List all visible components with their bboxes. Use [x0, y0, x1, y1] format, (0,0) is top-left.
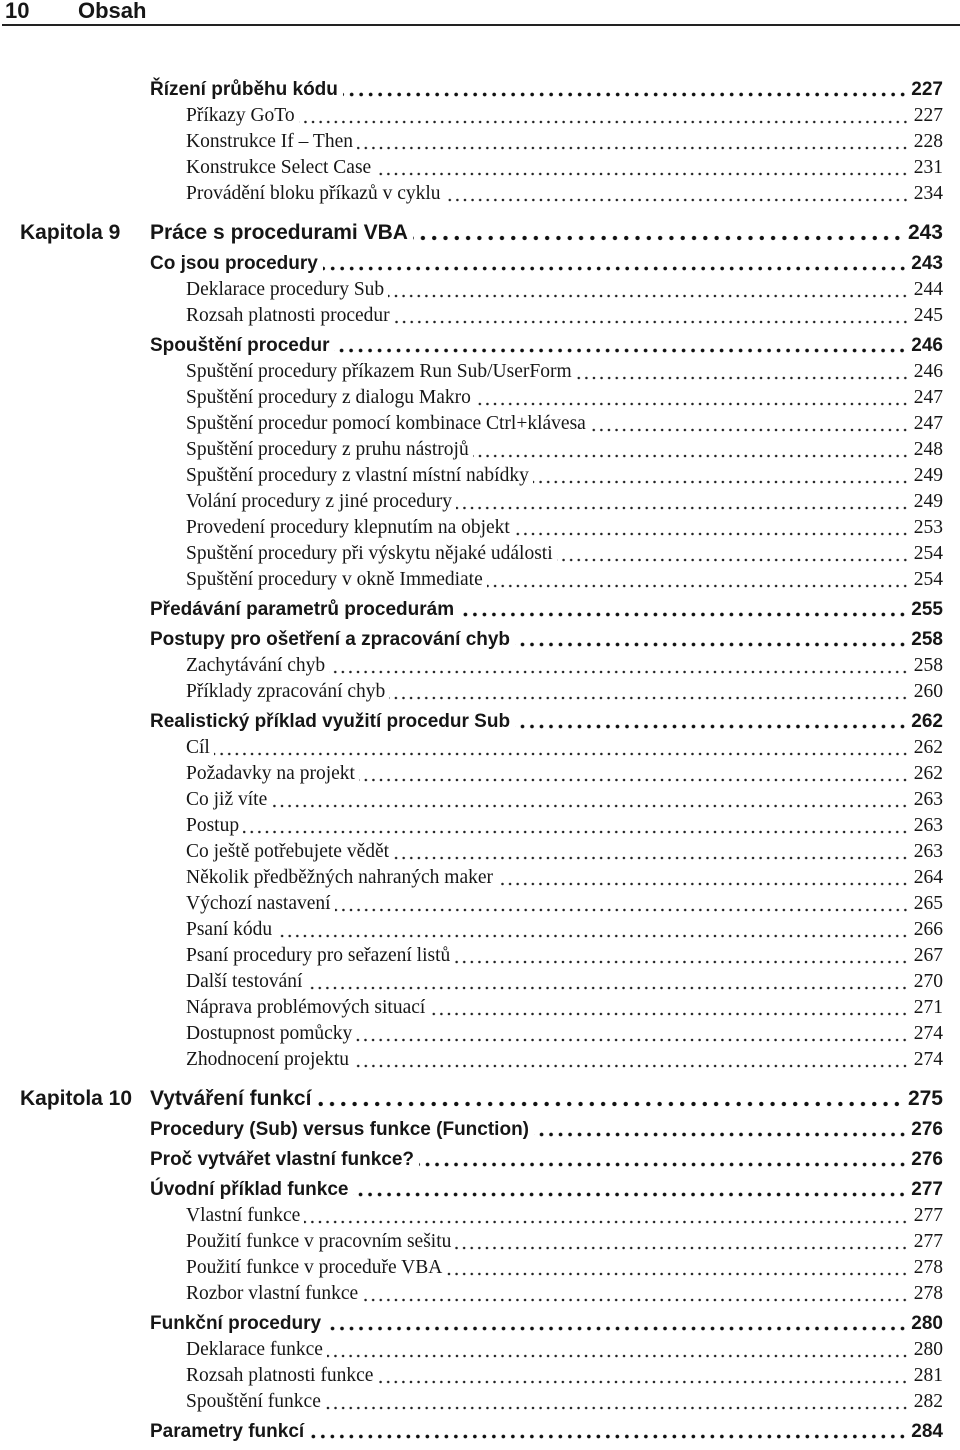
entry-page-number: 249 [913, 491, 943, 512]
toc-subsection-entry [20, 301, 943, 327]
entry-page-number: 246 [913, 361, 943, 382]
dot-leader [487, 584, 909, 588]
entry-title: Deklarace procedury Sub [186, 279, 385, 300]
toc-section-entry [20, 245, 943, 275]
entry-page-number: 262 [913, 737, 943, 758]
entry-title: Úvodní příklad funkce [150, 1179, 349, 1200]
entry-page-number: 265 [913, 893, 943, 914]
entry-page-number: 271 [913, 997, 943, 1018]
dot-leader [214, 752, 909, 756]
toc-subsection-entry [20, 153, 943, 179]
toc-chapter-entry [20, 205, 943, 245]
toc-subsection-entry [20, 863, 943, 889]
entry-page-number: 277 [911, 1179, 943, 1200]
entry-page-number: 280 [913, 1339, 943, 1360]
toc-section-entry [20, 703, 943, 733]
dot-leader [514, 532, 909, 536]
dot-leader [446, 1272, 908, 1276]
entry-page-number: 275 [907, 1087, 943, 1110]
dot-leader [413, 235, 903, 241]
toc-subsection-entry [20, 1387, 943, 1413]
dot-leader [329, 670, 909, 674]
entry-title: Psaní kódu [186, 919, 273, 940]
toc-subsection-entry [20, 357, 943, 383]
toc-section-entry [20, 71, 943, 101]
entry-title: Co ještě potřebujete vědět [186, 841, 390, 862]
entry-page-number: 270 [913, 971, 943, 992]
dot-leader [306, 986, 908, 990]
toc-subsection-entry [20, 993, 943, 1019]
entry-page-number: 284 [911, 1421, 943, 1442]
toc-section-entry [20, 1171, 943, 1201]
toc-chapter-entry [20, 1071, 943, 1111]
entry-page-number: 278 [913, 1257, 943, 1278]
toc-subsection-entry [20, 651, 943, 677]
dot-leader [515, 724, 907, 729]
entry-title: Několik předběžných nahraných maker [186, 867, 493, 888]
entry-title: Spuštění procedury příkazem Run Sub/UserForm [186, 361, 572, 382]
dot-leader [334, 348, 907, 353]
toc-subsection-entry [20, 759, 943, 785]
dot-leader [534, 1132, 907, 1137]
entry-page-number: 243 [911, 253, 943, 274]
dot-leader [343, 92, 907, 97]
entry-page-number: 255 [911, 599, 943, 620]
entry-title: Spuštění procedury z dialogu Makro [186, 387, 471, 408]
entry-page-number: 244 [913, 279, 943, 300]
entry-title: Vytváření funkcí [150, 1087, 312, 1110]
page-header [0, 0, 960, 23]
toc-subsection-entry [20, 1335, 943, 1361]
page-number: 10 [5, 0, 30, 23]
toc-subsection-entry [20, 383, 943, 409]
entry-title: Rozbor vlastní funkce [186, 1283, 359, 1304]
dot-leader [375, 172, 909, 176]
entry-title: Předávání parametrů procedurám [150, 599, 455, 620]
entry-title: Konstrukce Select Case [186, 157, 372, 178]
dot-leader [316, 1101, 903, 1107]
entry-page-number: 278 [913, 1283, 943, 1304]
dot-leader [353, 1192, 907, 1197]
entry-title: Výchozí nastavení [186, 893, 331, 914]
toc-subsection-entry [20, 889, 943, 915]
toc-section-entry [20, 327, 943, 357]
toc-subsection-entry [20, 941, 943, 967]
entry-title: Zachytávání chyb [186, 655, 326, 676]
dot-leader [388, 294, 909, 298]
dot-leader [394, 320, 909, 324]
entry-title: Parametry funkcí [150, 1421, 305, 1442]
toc-section-entry [20, 591, 943, 621]
entry-title: Práce s procedurami VBA [150, 221, 408, 244]
running-title: Obsah [78, 0, 147, 23]
entry-page-number: 246 [911, 335, 943, 356]
entry-title: Náprava problémových situací [186, 997, 426, 1018]
entry-title: Spuštění procedury z vlastní místní nabídky [186, 465, 529, 486]
entry-title: Rozsah platnosti funkce [186, 1365, 374, 1386]
entry-title: Požadavky na projekt [186, 763, 355, 784]
dot-leader [515, 642, 907, 647]
entry-page-number: 276 [911, 1119, 943, 1140]
entry-title: Volání procedury z jiné procedury [186, 491, 453, 512]
dot-leader [356, 1038, 908, 1042]
toc-subsection-entry [20, 275, 943, 301]
dot-leader [459, 612, 907, 617]
entry-title: Proč vytvářet vlastní funkce? [150, 1149, 414, 1170]
entry-title: Postup [186, 815, 240, 836]
entry-page-number: 280 [911, 1313, 943, 1334]
entry-page-number: 263 [913, 841, 943, 862]
toc-section-entry [20, 1305, 943, 1335]
entry-page-number: 276 [911, 1149, 943, 1170]
dot-leader [276, 934, 909, 938]
dot-leader [590, 428, 909, 432]
entry-title: Další testování [186, 971, 303, 992]
entry-title: Psaní procedury pro seřazení listů [186, 945, 451, 966]
entry-page-number: 266 [913, 919, 943, 940]
dot-leader [335, 908, 909, 912]
entry-title: Spuštění procedur pomocí kombinace Ctrl+klávesa [186, 413, 586, 434]
entry-title: Co jsou procedury [150, 253, 318, 274]
dot-leader [455, 1246, 908, 1250]
dot-leader [323, 266, 907, 271]
dot-leader [309, 1434, 907, 1439]
dot-leader [576, 376, 909, 380]
dot-leader [533, 480, 909, 484]
toc-subsection-entry [20, 179, 943, 205]
dot-leader [445, 198, 909, 202]
toc-section-entry [20, 621, 943, 651]
entry-page-number: 260 [913, 681, 943, 702]
dot-leader [271, 804, 909, 808]
entry-page-number: 248 [913, 439, 943, 460]
toc-subsection-entry [20, 1227, 943, 1253]
toc-subsection-entry [20, 1019, 943, 1045]
entry-page-number: 274 [913, 1049, 943, 1070]
entry-page-number: 258 [911, 629, 943, 650]
entry-page-number: 254 [913, 569, 943, 590]
toc-subsection-entry [20, 1279, 943, 1305]
toc-subsection-entry [20, 539, 943, 565]
toc-subsection-entry [20, 101, 943, 127]
entry-page-number: 258 [913, 655, 943, 676]
entry-page-number: 243 [907, 221, 943, 244]
dot-leader [299, 120, 909, 124]
entry-page-number: 264 [913, 867, 943, 888]
entry-page-number: 262 [913, 763, 943, 784]
entry-page-number: 245 [913, 305, 943, 326]
dot-leader [362, 1298, 909, 1302]
entry-page-number: 227 [911, 79, 943, 100]
entry-title: Spuštění procedury v okně Immediate [186, 569, 483, 590]
entry-page-number: 262 [911, 711, 943, 732]
dot-leader [325, 1406, 909, 1410]
chapter-label: Kapitola 9 [20, 221, 121, 244]
entry-title: Příkazy GoTo [186, 105, 295, 126]
entry-title: Vlastní funkce [186, 1205, 301, 1226]
toc-subsection-entry [20, 565, 943, 591]
entry-title: Spouštění funkce [186, 1391, 321, 1412]
entry-title: Konstrukce If – Then [186, 131, 353, 152]
entry-page-number: 253 [913, 517, 943, 538]
entry-page-number: 274 [913, 1023, 943, 1044]
toc-subsection-entry [20, 127, 943, 153]
toc-subsection-entry [20, 785, 943, 811]
entry-page-number: 281 [913, 1365, 943, 1386]
entry-title: Spouštění procedur [150, 335, 330, 356]
toc-subsection-entry [20, 677, 943, 703]
entry-title: Spuštění procedury z pruhu nástrojů [186, 439, 469, 460]
toc-subsection-entry [20, 1253, 943, 1279]
dot-leader [353, 1064, 909, 1068]
entry-page-number: 277 [913, 1205, 943, 1226]
dot-leader [475, 402, 909, 406]
toc-section-entry [20, 1141, 943, 1171]
chapter-label: Kapitola 10 [20, 1087, 133, 1110]
entry-page-number: 227 [913, 105, 943, 126]
dot-leader [327, 1354, 909, 1358]
entry-title: Příklady zpracování chyb [186, 681, 386, 702]
toc-section-entry [20, 1111, 943, 1141]
entry-page-number: 254 [913, 543, 943, 564]
dot-leader [419, 1162, 907, 1167]
entry-title: Zhodnocení projektu [186, 1049, 349, 1070]
dot-leader [473, 454, 909, 458]
entry-title: Realistický příklad využití procedur Sub [150, 711, 511, 732]
entry-title: Co již víte [186, 789, 268, 810]
dot-leader [393, 856, 909, 860]
entry-title: Funkční procedury [150, 1313, 322, 1334]
toc-subsection-entry [20, 733, 943, 759]
entry-page-number: 249 [913, 465, 943, 486]
entry-title: Rozsah platnosti procedur [186, 305, 390, 326]
toc-subsection-entry [20, 461, 943, 487]
dot-leader [497, 882, 909, 886]
entry-page-number: 263 [913, 815, 943, 836]
toc-subsection-entry [20, 967, 943, 993]
dot-leader [304, 1220, 908, 1224]
entry-title: Procedury (Sub) versus funkce (Function) [150, 1119, 529, 1140]
entry-title: Řízení průběhu kódu [150, 79, 338, 100]
toc-subsection-entry [20, 513, 943, 539]
entry-title: Provedení procedury klepnutím na objekt [186, 517, 510, 538]
entry-title: Postupy pro ošetření a zpracování chyb [150, 629, 511, 650]
dot-leader [454, 960, 908, 964]
toc-section-entry [20, 1413, 943, 1443]
dot-leader [357, 146, 909, 150]
toc-subsection-entry [20, 1201, 943, 1227]
dot-leader [326, 1326, 907, 1331]
entry-page-number: 282 [913, 1391, 943, 1412]
entry-title: Dostupnost pomůcky [186, 1023, 353, 1044]
entry-title: Použití funkce v pracovním sešitu [186, 1231, 452, 1252]
dot-leader [557, 558, 909, 562]
entry-title: Provádění bloku příkazů v cyklu [186, 183, 441, 204]
entry-page-number: 231 [913, 157, 943, 178]
toc-subsection-entry [20, 811, 943, 837]
toc-subsection-entry [20, 1361, 943, 1387]
entry-title: Cíl [186, 737, 210, 758]
entry-title: Deklarace funkce [186, 1339, 323, 1360]
entry-page-number: 263 [913, 789, 943, 810]
toc-subsection-entry [20, 915, 943, 941]
entry-page-number: 247 [913, 413, 943, 434]
dot-leader [389, 696, 908, 700]
entry-title: Spuštění procedury při výskytu nějaké události [186, 543, 553, 564]
entry-page-number: 247 [913, 387, 943, 408]
toc-subsection-entry [20, 487, 943, 513]
toc-subsection-entry [20, 1045, 943, 1071]
table-of-contents [20, 71, 943, 1443]
dot-leader [359, 778, 909, 782]
entry-page-number: 267 [913, 945, 943, 966]
dot-leader [456, 506, 909, 510]
header-rule [2, 24, 960, 26]
entry-page-number: 234 [913, 183, 943, 204]
toc-subsection-entry [20, 409, 943, 435]
dot-leader [243, 830, 909, 834]
toc-subsection-entry [20, 837, 943, 863]
entry-title: Použití funkce v proceduře VBA [186, 1257, 443, 1278]
entry-page-number: 228 [913, 131, 943, 152]
toc-subsection-entry [20, 435, 943, 461]
entry-page-number: 277 [913, 1231, 943, 1252]
dot-leader [377, 1380, 908, 1384]
dot-leader [429, 1012, 908, 1016]
